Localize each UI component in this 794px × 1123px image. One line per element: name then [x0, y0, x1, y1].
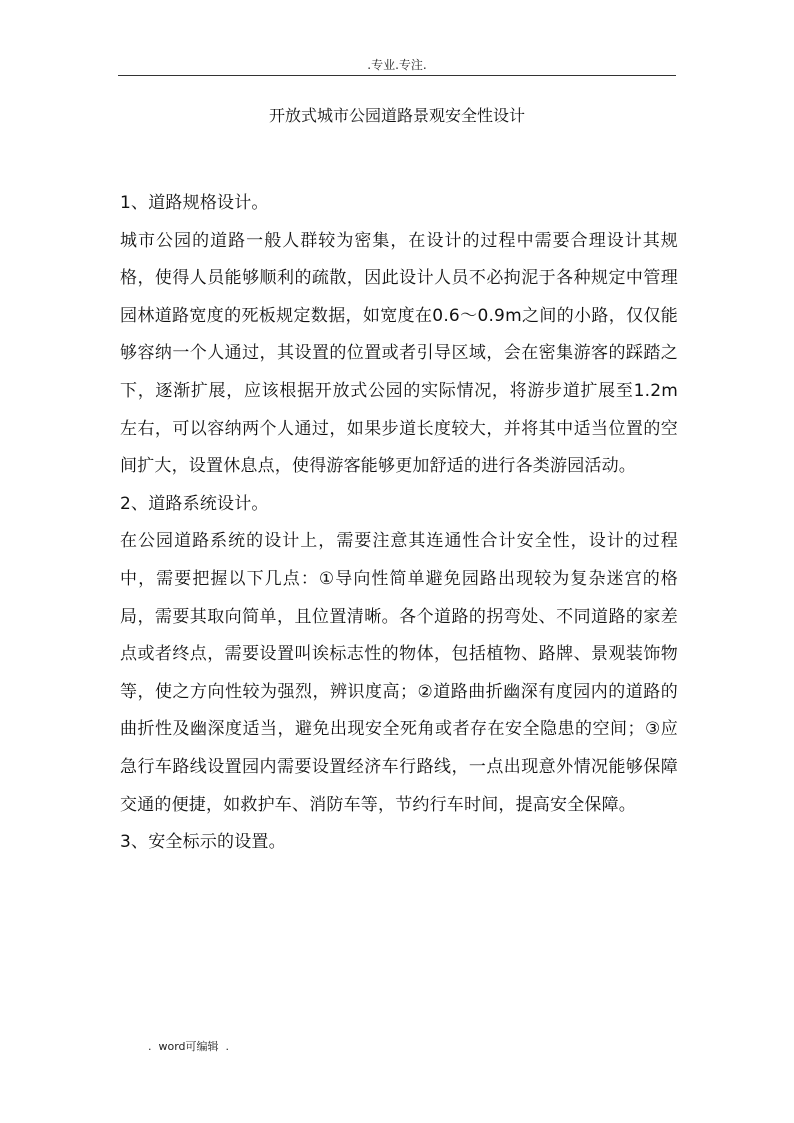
- section-paragraph-1: 城市公园的道路一般人群较为密集，在设计的过程中需要合理设计其规格，使得人员能够顺利的疏散，因此设计人员不必拘泥于各种规定中管理园林道路宽度的死板规定数据，如宽度在0.6～0.9m之间的小路，仅仅能够容纳一个人通过，其设置的位置或者引导区域，会在密集游客的踩踏之下，逐渐扩展，应该根据开放式公园的实际情况，将游步道扩展至1.2m左右，可以容纳两个人通过，如果步道长度较大，并将其中适当位置的空间扩大，设置休息点，使得游客能够更加舒适的进行各类游园活动。: [120, 230, 678, 477]
- section-heading-2: 2、道路系统设计。: [120, 493, 269, 514]
- page-footer: . word可编辑 .: [148, 1040, 230, 1053]
- document-body: [120, 185, 678, 862]
- section-paragraph-2: 在公园道路系统的设计上，需要注意其连通性合计安全性，设计的过程中，需要把握以下几点：①导向性简单避免园路出现较为复杂迷宫的格局，需要其取向简单，且位置清晰。各个道路的拐弯处、不同道路的家差点或者终点，需要设置叫诶标志性的物体，包括植物、路牌、景观装饰物等，使之方向性较为强烈，辨识度高；②道路曲折幽深有度园内的道路的曲折性及幽深度适当，避免出现安全死角或者存在安全隐患的空间；③应急行车路线设置园内需要设置经济车行路线，一点出现意外情况能够保障交通的便捷，如救护车、消防车等，节约行车时间，提高安全保障。: [120, 531, 678, 815]
- header-divider: [118, 75, 676, 76]
- page-header: .专业.专注.: [367, 58, 427, 72]
- section-heading-1: 1、道路规格设计。: [120, 193, 269, 213]
- section-heading-3: 3、安全标示的设置。: [120, 832, 286, 853]
- document-title: 开放式城市公园道路景观安全性设计: [268, 106, 525, 125]
